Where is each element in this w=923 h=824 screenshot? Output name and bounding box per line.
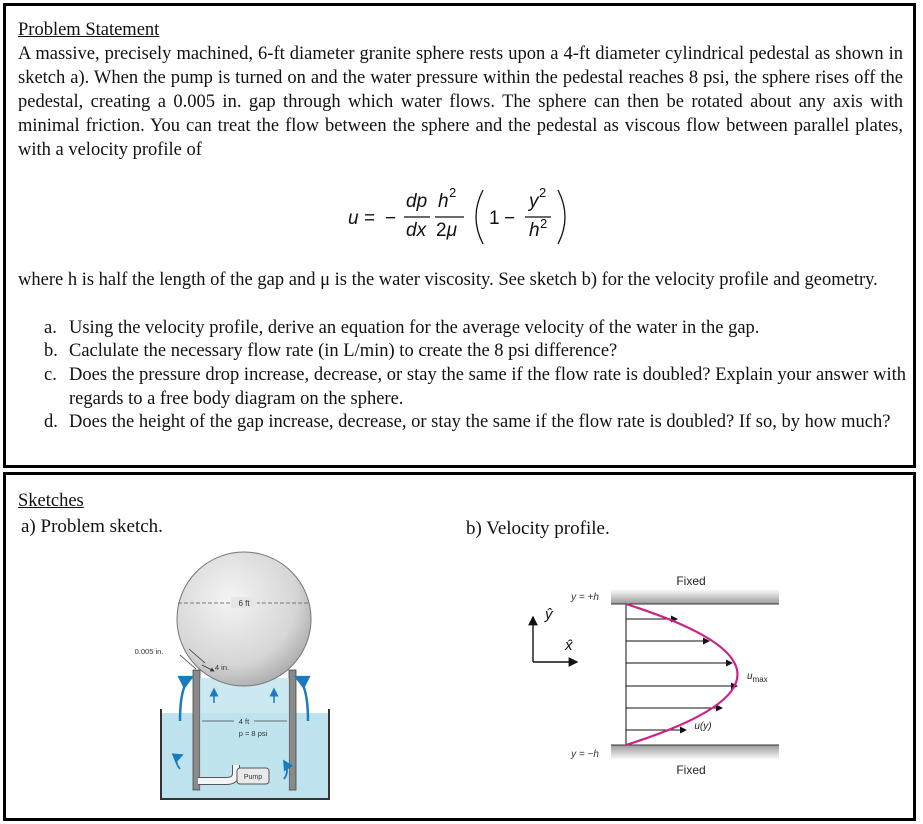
problem-paragraph: A massive, precisely machined, 6-ft diameter granite sphere rests upon a 4-ft diameter cylindrical pedestal as shown in sketch a). When the pump is turned on and the water pressure within the pedestal reaches 8 psi, the sphere rises off the pedestal, creating a 0.005 in. gap through which water flows. The sphere can then be rotated about any axis with minimal friction. You can treat the flow between the sphere and the pedestal as viscous flow between parallel plates, with a velocity profile of	[18, 44, 903, 160]
pump-label: Pump	[243, 774, 263, 781]
svg-text:u: u	[348, 208, 359, 229]
item-text: Using the velocity profile, derive an equation for the average velocity of the water in the gap.	[69, 318, 760, 338]
sketch-b-label: b) Velocity profile.	[466, 518, 610, 539]
sphere-pedestal-sketch	[134, 543, 354, 805]
svg-text:2: 2	[449, 185, 457, 200]
question-item-c	[44, 363, 906, 411]
question-item-d	[44, 410, 906, 434]
item-text: Does the pressure drop increase, decrease, or stay the same if the flow rate is doubled? Explain your answer with regards to a free body diagram on the sphere.	[69, 365, 906, 409]
sketches-panel	[3, 472, 916, 821]
svg-text:−: −	[385, 208, 397, 229]
svg-text:=: =	[364, 208, 376, 229]
question-item-b	[44, 339, 906, 363]
svg-text:h: h	[438, 191, 449, 212]
x-axis-label: x̂	[565, 637, 573, 654]
item-marker: a.	[44, 318, 57, 338]
problem-statement-panel	[3, 3, 916, 468]
velocity-arrows	[626, 619, 737, 730]
svg-text:y: y	[529, 191, 539, 212]
pedestal-left-wall	[193, 670, 200, 790]
velocity-profile-sketch	[519, 567, 809, 797]
equation-graphic	[336, 182, 596, 252]
bottom-wall-label: Fixed	[676, 763, 706, 777]
sketch-a-label: a) Problem sketch.	[21, 516, 163, 537]
velocity-profile-curve	[626, 604, 738, 745]
gap-dim-label: 0.005 in.	[134, 647, 164, 656]
item-text: Does the height of the gap increase, decrease, or stay the same if the flow rate is doubled? If so, by how much?	[69, 412, 891, 432]
where-paragraph: where h is half the length of the gap and μ is the water viscosity. See sketch b) for the velocity profile and geometry.	[18, 270, 878, 290]
bottom-wall	[611, 745, 779, 760]
item-marker: c.	[44, 365, 57, 385]
item-text: Caclulate the necessary flow rate (in L/min) to create the 8 psi difference?	[69, 341, 618, 361]
svg-text:2μ: 2μ	[436, 220, 457, 241]
top-wall-label: Fixed	[676, 574, 706, 588]
svg-text:2: 2	[539, 185, 547, 200]
svg-text:dp: dp	[406, 191, 428, 212]
svg-text:−: −	[504, 208, 516, 229]
item-marker: b.	[44, 341, 58, 361]
u-y-label: u(y)	[694, 721, 712, 732]
top-wall	[611, 589, 779, 604]
u-max-label: $u_{max}$	[747, 671, 768, 684]
granite-sphere	[177, 552, 311, 686]
svg-text:2: 2	[540, 216, 548, 231]
pedestal-inner-label: 4 in.	[214, 663, 230, 672]
pedestal-right-wall	[289, 670, 296, 790]
y-top-label: y = +h	[571, 592, 599, 603]
velocity-equation	[336, 182, 596, 252]
svg-text:dx: dx	[406, 220, 427, 241]
pressure-label: p = 8 psi	[238, 729, 268, 738]
question-item-a	[44, 316, 906, 340]
problem-heading: Problem Statement	[18, 20, 160, 40]
sketches-heading: Sketches	[18, 491, 84, 511]
svg-text:h: h	[529, 220, 540, 241]
sphere-dim-label: 6 ft	[238, 599, 250, 608]
item-marker: d.	[44, 412, 58, 432]
y-axis-label: ŷ	[545, 606, 553, 623]
y-bottom-label: y = −h	[571, 749, 599, 760]
pedestal-dim-label: 4 ft	[238, 717, 250, 726]
svg-text:1: 1	[489, 208, 500, 229]
